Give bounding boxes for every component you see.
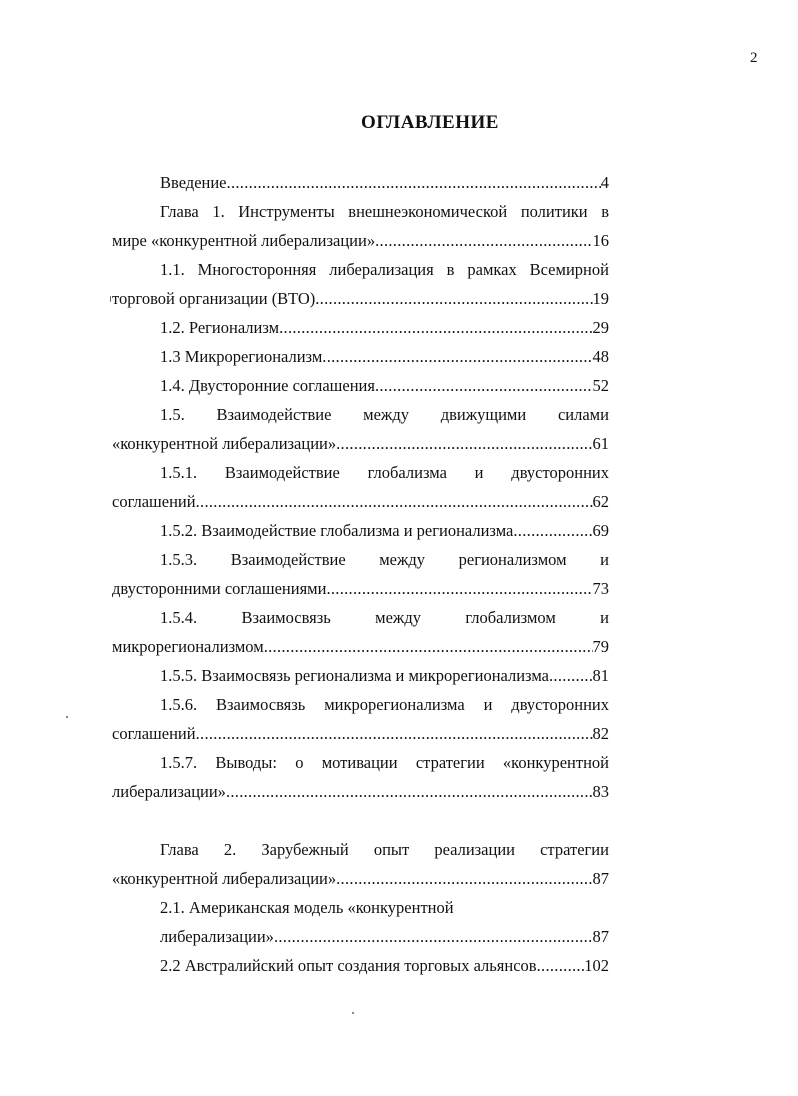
toc-entry-text: 2.1. Американская модель «конкурентной	[160, 898, 454, 917]
toc-word: двусторонних	[511, 695, 609, 714]
toc-word: стратегии	[415, 753, 485, 772]
dot-leader	[227, 168, 601, 197]
toc-page-number: 83	[592, 782, 609, 801]
toc-word: 1.	[212, 202, 225, 221]
toc-page-number: 82	[592, 724, 609, 743]
toc-page-number: 87	[592, 869, 609, 888]
toc-page-number: 61	[592, 434, 609, 453]
toc-entry-1-5-3-cont[interactable]	[112, 574, 609, 603]
dot-leader	[196, 719, 593, 748]
toc-entry-2-1-cont[interactable]	[112, 922, 609, 951]
toc-entry-chapter-1[interactable]	[112, 197, 609, 226]
toc-entry-introduction[interactable]	[112, 168, 609, 197]
toc-word: 1.5.	[160, 405, 185, 424]
toc-word: Глава	[160, 202, 199, 221]
toc-word: Зарубежный	[261, 840, 349, 859]
toc-entry-1-5-7-cont[interactable]	[112, 777, 609, 806]
dot-leader	[537, 951, 585, 980]
toc-word: опыт	[373, 840, 410, 859]
toc-word: внешнеэкономической	[348, 202, 508, 221]
toc-page-number: 29	[592, 318, 609, 337]
toc-word: между	[379, 550, 426, 569]
toc-word: между	[375, 608, 421, 627]
toc-word: 1.5.6.	[160, 695, 198, 714]
toc-entry-1-5-1[interactable]	[112, 458, 609, 487]
dot-leader	[326, 574, 592, 603]
toc-page-number: 16	[592, 231, 609, 250]
toc-word: Инструменты	[238, 202, 335, 221]
toc-entry-1-5-5[interactable]	[112, 661, 609, 690]
toc-word: Взаимодействие	[230, 550, 346, 569]
toc-entry-text: Введение	[160, 173, 227, 192]
dot-leader	[375, 371, 593, 400]
toc-word: мотивации	[321, 753, 398, 772]
toc-entry-chapter-2[interactable]	[112, 835, 609, 864]
toc-entry-text: соглашений	[112, 724, 196, 743]
toc-entry-text: 1.5.5. Взаимосвязь регионализма и микрорегионализма	[160, 666, 549, 685]
toc-word: «конкурентной	[502, 753, 609, 772]
toc-entry-text: либерализации»	[112, 782, 226, 801]
dot-leader	[226, 777, 593, 806]
toc-page-number: 62	[592, 492, 609, 511]
toc-page-number: 19	[592, 289, 609, 308]
toc-word: силами	[557, 405, 609, 424]
toc-entry-1-2[interactable]	[112, 313, 609, 342]
toc-page-number: 48	[592, 347, 609, 366]
toc-word: движущими	[440, 405, 527, 424]
toc-entry-1-5-4[interactable]	[112, 603, 609, 632]
toc-entry-text: мире «конкурентной либерализации»	[112, 231, 376, 250]
toc-entry-1-5-4-cont[interactable]	[112, 632, 609, 661]
dot-leader	[336, 864, 592, 893]
table-of-contents	[112, 168, 609, 980]
toc-page-number: 87	[592, 927, 609, 946]
toc-entry-2-1[interactable]	[112, 893, 609, 922]
toc-entry-text: двусторонними соглашениями	[112, 579, 327, 598]
toc-word: глобализмом	[465, 608, 556, 627]
toc-title: ОГЛАВЛЕНИЕ	[361, 112, 499, 133]
toc-entry-1-5-6[interactable]	[112, 690, 609, 719]
toc-entry-text: торговой организации (ВТО)	[112, 289, 316, 308]
toc-page-number: 102	[584, 956, 609, 975]
toc-word: Взаимодействие	[224, 463, 340, 482]
toc-entry-text: «конкурентной либерализации»	[112, 434, 337, 453]
toc-entry-1-5-cont[interactable]	[112, 429, 609, 458]
scan-speck	[352, 1012, 354, 1014]
dot-leader	[336, 429, 592, 458]
scan-speck	[110, 296, 111, 302]
toc-word: 1.5.4.	[160, 608, 198, 627]
toc-word: Взаимосвязь	[216, 695, 306, 714]
toc-word: стратегии	[540, 840, 609, 859]
toc-entry-text: соглашений	[112, 492, 196, 511]
toc-word: Многосторонняя	[197, 260, 317, 279]
toc-entry-1-5-3[interactable]	[112, 545, 609, 574]
toc-word: в	[601, 202, 609, 221]
toc-word: двусторонних	[511, 463, 609, 482]
toc-word: Всемирной	[529, 260, 609, 279]
toc-word: и	[474, 463, 484, 482]
dot-leader	[274, 922, 593, 951]
toc-entry-1-4[interactable]	[112, 371, 609, 400]
toc-entry-1-5-1-cont[interactable]	[112, 487, 609, 516]
toc-entry-1-1-cont[interactable]	[112, 284, 609, 313]
toc-entry-text: 2.2 Австралийский опыт создания торговых альянсов	[160, 956, 537, 975]
toc-word: между	[363, 405, 409, 424]
toc-word: регионализмом	[458, 550, 567, 569]
toc-entry-text: 1.3 Микрорегионализм	[160, 347, 323, 366]
toc-entry-chapter-1-cont[interactable]	[112, 226, 609, 255]
section-gap	[112, 806, 609, 835]
toc-page-number: 79	[592, 637, 609, 656]
dot-leader	[322, 342, 592, 371]
toc-word: политики	[520, 202, 588, 221]
toc-entry-text: микрорегионализмом	[112, 637, 264, 656]
toc-word: глобализма	[367, 463, 447, 482]
toc-word: микрорегионализма	[324, 695, 465, 714]
toc-entry-1-5-6-cont[interactable]	[112, 719, 609, 748]
toc-entry-text: 1.4. Двусторонние соглашения	[160, 376, 375, 395]
toc-word: либерализация	[329, 260, 434, 279]
dot-leader	[315, 284, 592, 313]
toc-word: Взаимосвязь	[241, 608, 331, 627]
toc-word: и	[483, 695, 493, 714]
toc-word: рамках	[467, 260, 517, 279]
toc-word: 1.5.7.	[160, 753, 198, 772]
toc-entry-text: 1.5.2. Взаимодействие глобализма и регионализма	[160, 521, 514, 540]
toc-word: реализации	[434, 840, 515, 859]
dot-leader	[264, 632, 593, 661]
toc-entry-text: либерализации»	[160, 927, 274, 946]
toc-word: Выводы:	[215, 753, 277, 772]
dot-leader	[375, 226, 592, 255]
dot-leader	[549, 661, 593, 690]
toc-entry-text: «конкурентной либерализации»	[112, 869, 337, 888]
toc-page-number: 4	[600, 173, 609, 192]
toc-word: 1.5.3.	[160, 550, 198, 569]
toc-word: Глава	[160, 840, 199, 859]
toc-page-number: 52	[592, 376, 609, 395]
toc-entry-1-1[interactable]	[112, 255, 609, 284]
toc-entry-1-5[interactable]	[112, 400, 609, 429]
toc-page-number: 81	[592, 666, 609, 685]
page-number: 2	[750, 50, 758, 66]
toc-word: и	[600, 608, 609, 627]
dot-leader	[279, 313, 592, 342]
toc-entry-1-3[interactable]	[112, 342, 609, 371]
toc-word: в	[446, 260, 455, 279]
toc-word: Взаимодействие	[216, 405, 332, 424]
toc-entry-chapter-2-cont[interactable]	[112, 864, 609, 893]
toc-word: 1.5.1.	[160, 463, 198, 482]
toc-entry-1-5-2[interactable]	[112, 516, 609, 545]
toc-page-number: 73	[592, 579, 609, 598]
toc-entry-1-5-7[interactable]	[112, 748, 609, 777]
toc-entry-text: 1.2. Регионализм	[160, 318, 280, 337]
toc-entry-2-2[interactable]	[112, 951, 609, 980]
toc-word: 1.1.	[160, 260, 185, 279]
toc-word: о	[295, 753, 304, 772]
toc-word: 2.	[223, 840, 237, 859]
dot-leader	[513, 516, 592, 545]
dot-leader	[196, 487, 593, 516]
toc-page-number: 69	[592, 521, 609, 540]
toc-word: и	[600, 550, 609, 569]
scan-speck	[66, 716, 68, 718]
